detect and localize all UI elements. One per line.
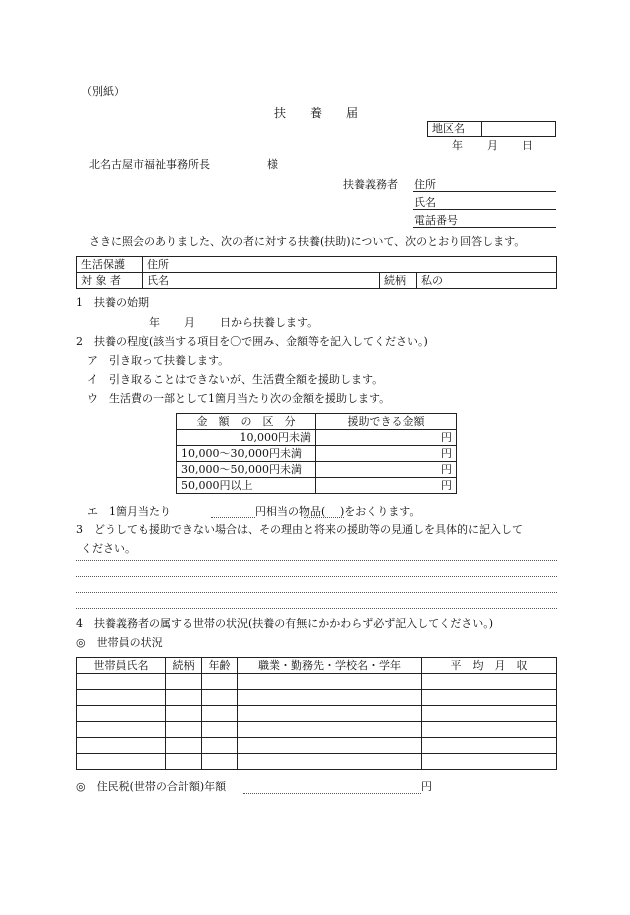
section1-heading: 1 扶養の始期 — [76, 296, 149, 309]
obligor-name-label: 氏名 — [414, 196, 436, 209]
district-label: 地区名 — [432, 122, 465, 135]
option-e-mid: 円相当の物品( — [255, 505, 326, 518]
amount-value-cell[interactable]: 円 — [316, 446, 457, 462]
section1-month: 月 — [184, 316, 195, 329]
section3-heading-line2: ください。 — [81, 542, 136, 555]
option-e-suffix: )をおくります。 — [340, 505, 421, 518]
table-row — [77, 738, 557, 754]
amount-value-cell[interactable]: 円 — [316, 430, 457, 446]
page-title: 扶 養 届 — [274, 106, 359, 120]
attachment-label: （別紙） — [81, 85, 125, 98]
intro-text: さきに照会のありました、次の者に対する扶養(扶助)について、次のとおり回答します。 — [89, 235, 526, 248]
reason-line[interactable] — [76, 608, 557, 609]
date-year-label: 年 — [452, 139, 463, 152]
household-col-income: 平 均 月 収 — [422, 658, 557, 674]
household-subheading: ◎ 世帯員の状況 — [76, 636, 163, 649]
option-e-prefix: エ 1箇月当たり — [87, 505, 171, 518]
section3-heading-line1: 3 どうしても援助できない場合は、その理由と将来の援助等の見通しを具体的に記入して — [76, 523, 523, 536]
amount-col2-header: 援助できる金額 — [316, 414, 457, 430]
amount-range: 30,000～50,000円未満 — [177, 462, 316, 478]
option-e-amount-field[interactable] — [211, 517, 255, 518]
amount-value-cell[interactable]: 円 — [316, 462, 457, 478]
target-address-label: 住所 — [147, 258, 169, 271]
district-box — [427, 121, 556, 137]
table-row — [77, 706, 557, 722]
target-table — [76, 256, 557, 289]
section1-year: 年 — [149, 316, 160, 329]
household-table — [76, 657, 557, 770]
obligor-phone-field[interactable] — [413, 227, 556, 228]
household-col-age: 年齢 — [202, 658, 238, 674]
addressee-suffix: 様 — [267, 158, 278, 171]
addressee: 北名古屋市福祉事務所長 — [89, 158, 210, 171]
tax-amount-field[interactable] — [243, 793, 421, 794]
option-u[interactable]: ウ 生活費の一部として1箇月当たり次の金額を援助します。 — [87, 392, 391, 405]
target-relation-label: 続柄 — [380, 273, 417, 289]
target-header-1: 生活保護 — [77, 257, 143, 273]
obligor-name-field[interactable] — [413, 209, 556, 210]
amount-value-cell[interactable]: 円 — [316, 478, 457, 494]
reason-line[interactable] — [76, 592, 557, 593]
obligor-address-field[interactable] — [413, 191, 556, 192]
option-a[interactable]: ア 引き取って扶養します。 — [87, 354, 230, 367]
amount-col1-header: 金 額 の 区 分 — [177, 414, 316, 430]
table-row — [77, 754, 557, 770]
obligor-address-label: 住所 — [414, 178, 436, 191]
district-input[interactable] — [482, 122, 555, 136]
section2-heading: 2 扶養の程度(該当する項目を〇で囲み、金額等を記入してください。) — [76, 335, 428, 348]
amount-range: 50,000円以上 — [177, 478, 316, 494]
target-relation-cell[interactable] — [417, 273, 557, 289]
section4-heading: 4 扶養義務者の属する世帯の状況(扶養の有無にかかわらず必ず記入してください。) — [76, 617, 494, 630]
tax-unit: 円 — [421, 780, 432, 793]
target-name-label: 氏名 — [147, 274, 169, 287]
table-row — [77, 722, 557, 738]
obligor-phone-label: 電話番号 — [414, 214, 458, 227]
household-col-relation: 続柄 — [166, 658, 202, 674]
option-i[interactable]: イ 引き取ることはできないが、生活費全額を援助します。 — [87, 373, 384, 386]
target-address-cell[interactable] — [143, 257, 557, 273]
target-name-cell[interactable] — [143, 273, 380, 289]
target-relation-prefix: 私の — [421, 274, 443, 287]
amount-range: 10,000円未満 — [177, 430, 316, 446]
date-month-label: 月 — [487, 139, 498, 152]
amount-range: 10,000～30,000円未満 — [177, 446, 316, 462]
obligor-label: 扶養義務者 — [343, 178, 398, 191]
option-e-item-field[interactable] — [304, 517, 344, 518]
household-col-name: 世帯員氏名 — [77, 658, 166, 674]
table-row — [77, 690, 557, 706]
reason-line[interactable] — [76, 560, 557, 561]
amount-table — [176, 413, 457, 494]
tax-label: ◎ 住民税(世帯の合計額)年額 — [76, 780, 227, 793]
reason-line[interactable] — [76, 576, 557, 577]
household-col-occupation: 職業・勤務先・学校名・学年 — [238, 658, 422, 674]
date-day-label: 日 — [522, 139, 533, 152]
table-row — [77, 674, 557, 690]
target-header-2: 対 象 者 — [77, 273, 143, 289]
section1-day-text: 日から扶養します。 — [220, 316, 319, 329]
